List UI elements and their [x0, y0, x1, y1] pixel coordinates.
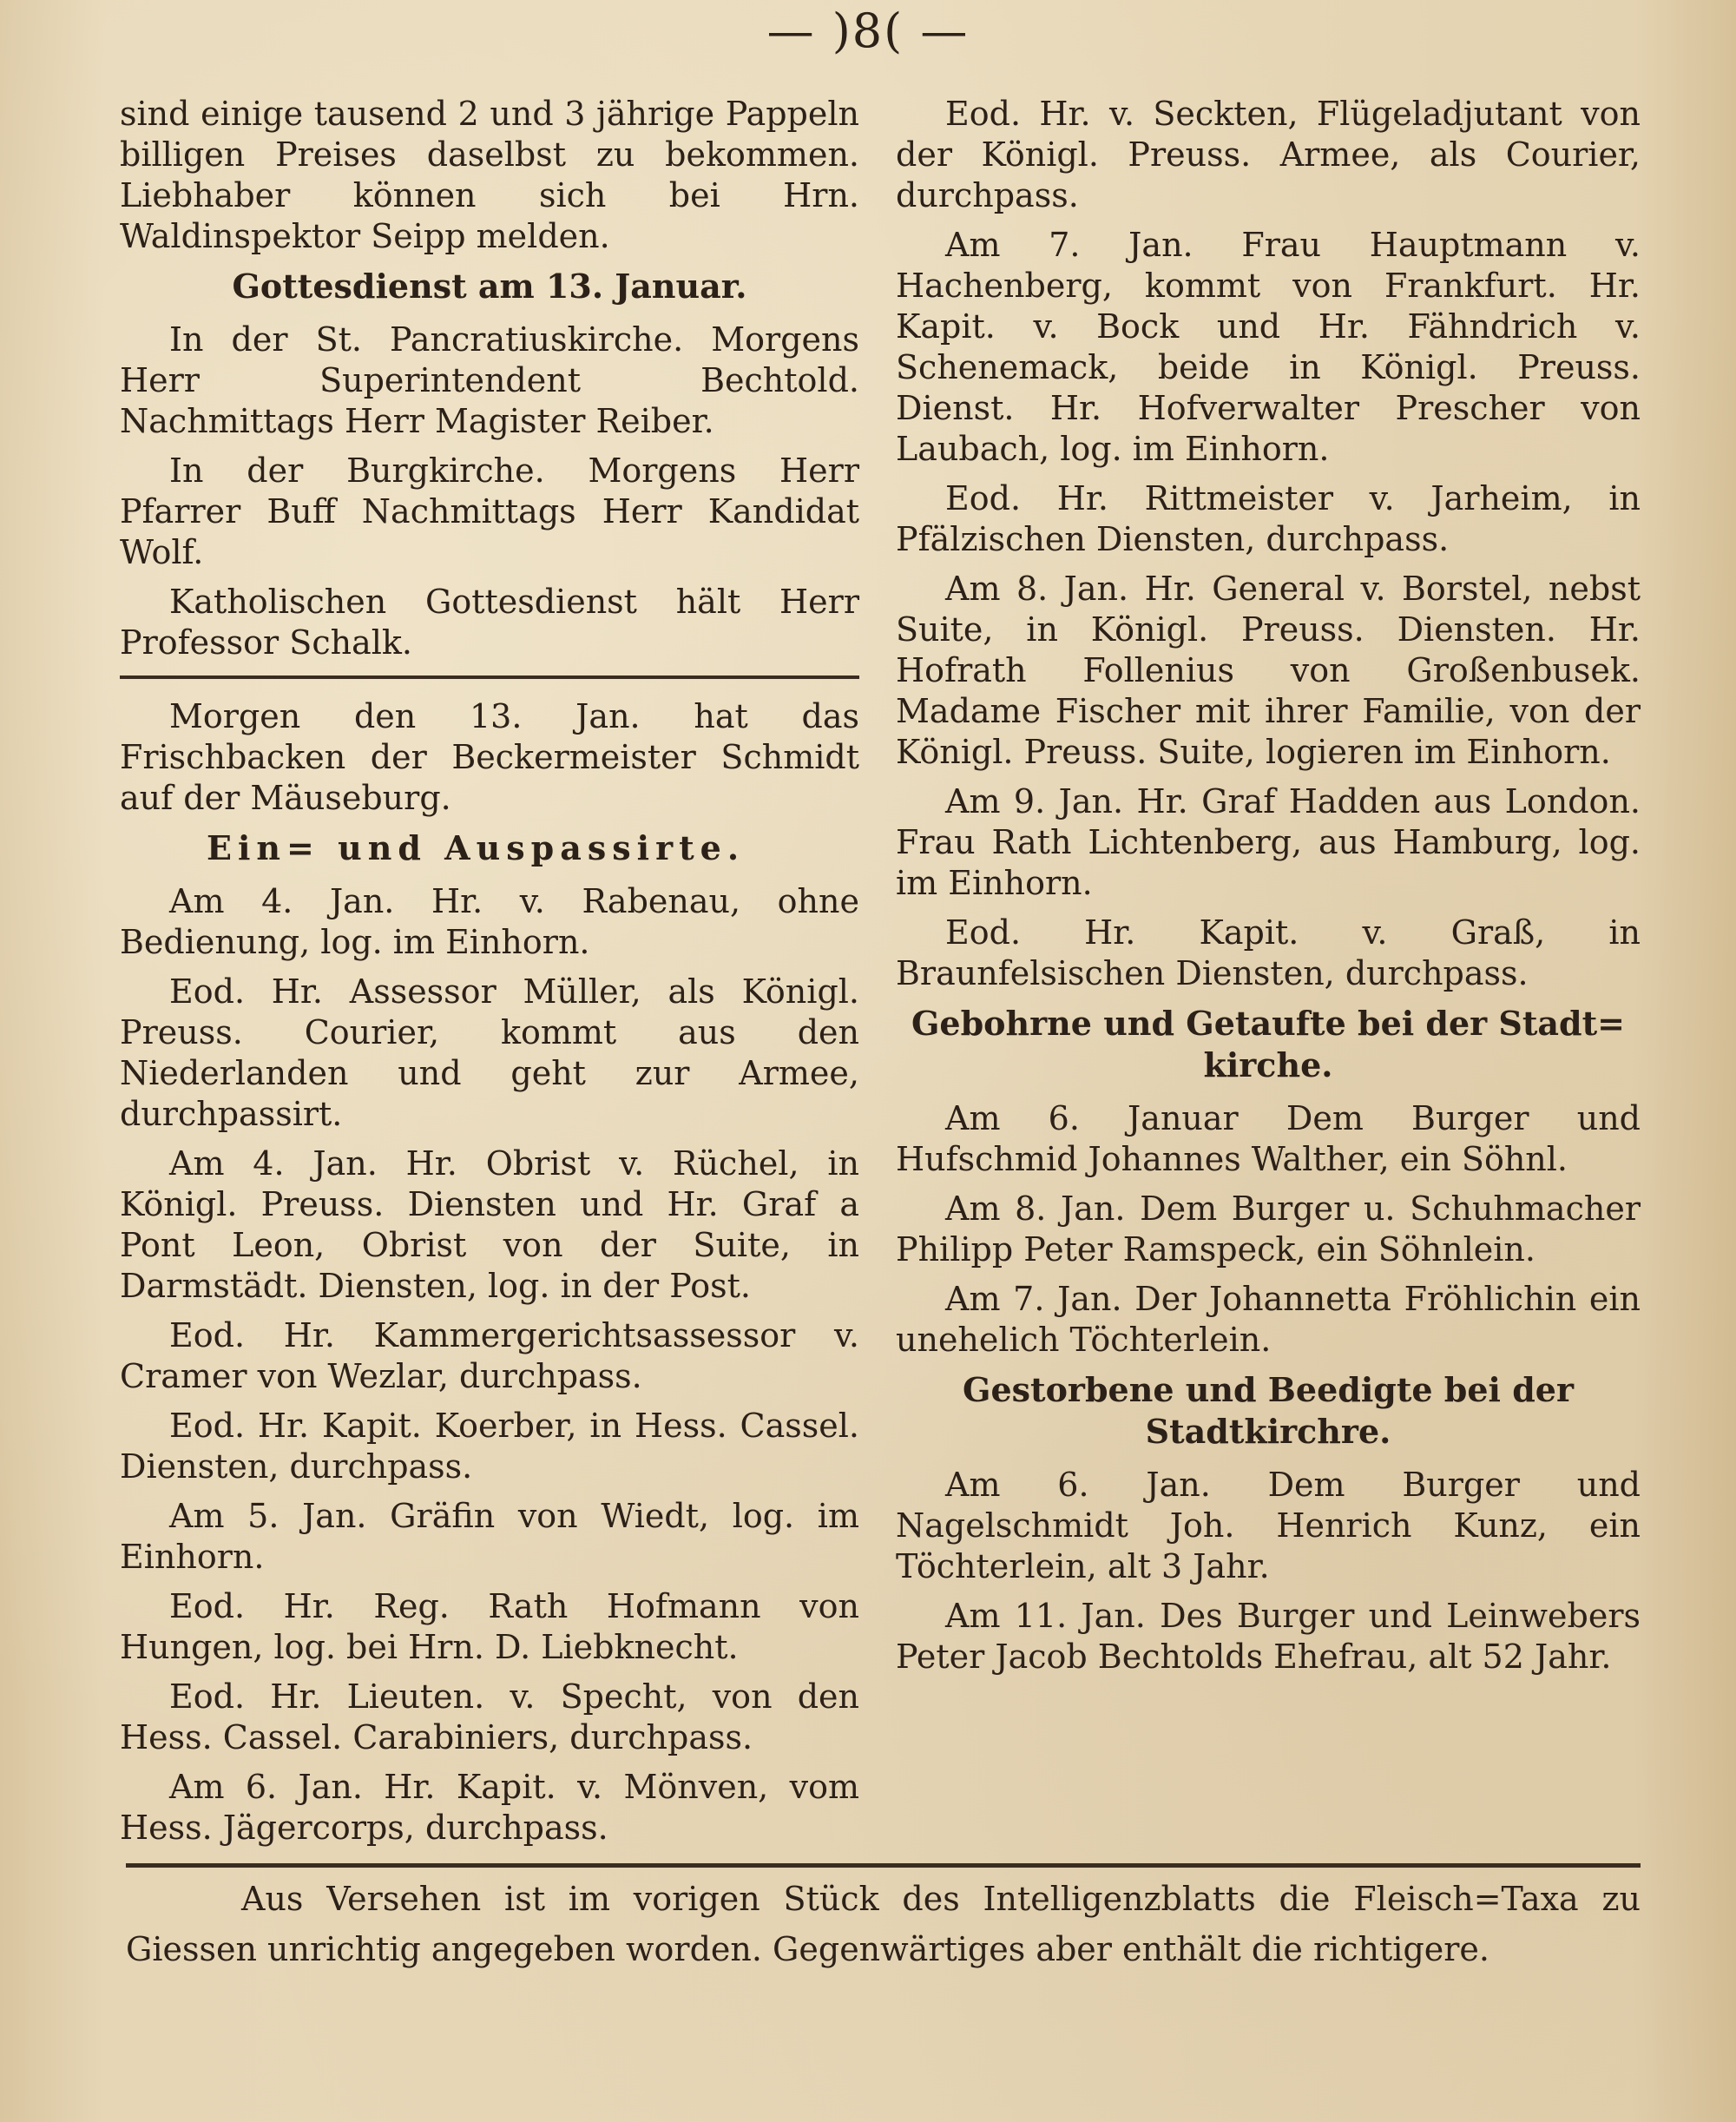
traveller-entry: Eod. Hr. Assessor Müller, als Königl. Preuss. Courier, kommt aus den Niederlanden und geht zur Armee, durchpassirt.: [120, 972, 859, 1133]
death-entry: Am 6. Jan. Dem Burger und Nagelschmidt Joh. Henrich Kunz, ein Töchterlein, alt 3 Jahr.: [896, 1466, 1641, 1585]
traveller-entry: Am 9. Jan. Hr. Graf Hadden aus London. Frau Rath Lichtenberg, aus Hamburg, log. im Einhorn.: [896, 782, 1641, 902]
page-number: — )8( —: [766, 3, 970, 58]
traveller-entry: Eod. Hr. Reg. Rath Hofmann von Hungen, log. bei Hrn. D. Liebknecht.: [120, 1587, 859, 1666]
traveller-entry: Eod. Hr. Kammergerichtsassessor v. Cramer von Wezlar, durchpass.: [120, 1316, 859, 1395]
heading-deaths-line2: Stadtkirchre.: [1145, 1412, 1391, 1451]
death-entry: Am 11. Jan. Des Burger und Leinwebers Peter Jacob Bechtolds Ehefrau, alt 52 Jahr.: [896, 1597, 1641, 1676]
worship-pancratius: In der St. Pancratiuskirche. Morgens Herr Superintendent Bechtold. Nachmittags Herr Magister Reiber.: [120, 320, 859, 440]
worship-burgkirche: In der Burgkirche. Morgens Herr Pfarrer Buff Nachmittags Herr Kandidat Wolf.: [120, 451, 859, 571]
heading-deaths-line1: Gestorbene und Beedigte bei der: [963, 1370, 1574, 1409]
birth-entry: Am 8. Jan. Dem Burger u. Schuhmacher Philipp Peter Ramspeck, ein Söhnlein.: [896, 1190, 1641, 1269]
right-column: [896, 94, 1641, 1686]
traveller-entry: Eod. Hr. Kapit. v. Graß, in Braunfelsischen Diensten, durchpass.: [896, 913, 1641, 992]
traveller-entry: Eod. Hr. Rittmeister v. Jarheim, in Pfälzischen Diensten, durchpass.: [896, 479, 1641, 558]
footer-correction-notice: Aus Versehen ist im vorigen Stück des Intelligenzblatts die Fleisch=Taxa zu Giessen unrichtig angegeben worden. Gegenwärtiges aber enthält die richtigere.: [126, 1880, 1641, 1968]
footer-divider: [126, 1863, 1641, 1868]
traveller-entry: Am 5. Jan. Gräfin von Wiedt, log. im Einhorn.: [120, 1497, 859, 1576]
notice-poplars: sind einige tausend 2 und 3 jährige Pappeln billigen Preises daselbst zu bekommen. Liebhaber können sich bei Hrn. Waldinspektor Seipp melden.: [120, 95, 859, 255]
worship-catholic: Katholischen Gottesdienst hält Herr Professor Schalk.: [120, 583, 859, 662]
left-column: [120, 94, 859, 1857]
notice-baking: Morgen den 13. Jan. hat das Frischbacken der Beckermeister Schmidt auf der Mäuseburg.: [120, 697, 859, 817]
traveller-entry: Am 4. Jan. Hr. Obrist v. Rüchel, in Königl. Preuss. Diensten und Hr. Graf a Pont Leon, Obrist von der Suite, in Darmstädt. Diensten, log. in der Post.: [120, 1144, 859, 1305]
traveller-entry: Am 6. Jan. Hr. Kapit. v. Mönven, vom Hess. Jägercorps, durchpass.: [120, 1768, 859, 1847]
heading-births: [896, 1003, 1641, 1086]
birth-entry: Am 6. Januar Dem Burger und Hufschmid Johannes Walther, ein Söhnl.: [896, 1099, 1641, 1178]
section-divider: [120, 675, 859, 679]
heading-births-line1: Gebohrne und Getaufte bei der Stadt=: [911, 1004, 1625, 1043]
traveller-entry: Eod. Hr. Kapit. Koerber, in Hess. Cassel. Diensten, durchpass.: [120, 1407, 859, 1486]
traveller-entry: Am 7. Jan. Frau Hauptmann v. Hachenberg, kommt von Frankfurt. Hr. Kapit. v. Bock und Hr. Fähndrich v. Schenemack, beide in Königl. Preuss. Dienst. Hr. Hofverwalter Prescher von Laubach, log. im Einhorn.: [896, 226, 1641, 468]
heading-deaths: [896, 1369, 1641, 1453]
traveller-entry: Eod. Hr. v. Seckten, Flügeladjutant von der Königl. Preuss. Armee, als Courier, durchpass.: [896, 95, 1641, 214]
traveller-entry: Am 8. Jan. Hr. General v. Borstel, nebst Suite, in Königl. Preuss. Diensten. Hr. Hofrath Follenius von Großenbusek. Madame Fischer mit ihrer Familie, von der Königl. Preuss. Suite, logieren im Einhorn.: [896, 570, 1641, 771]
traveller-entry: Eod. Hr. Lieuten. v. Specht, von den Hess. Cassel. Carabiniers, durchpass.: [120, 1677, 859, 1756]
birth-entry: Am 7. Jan. Der Johannetta Fröhlichin ein unehelich Töchterlein.: [896, 1280, 1641, 1359]
traveller-entry: Am 4. Jan. Hr. v. Rabenau, ohne Bedienung, log. im Einhorn.: [120, 882, 859, 961]
heading-births-line2: kirche.: [1203, 1045, 1333, 1084]
heading-worship: Gottesdienst am 13. Januar.: [232, 267, 747, 306]
heading-travellers: Ein= und Auspassirte.: [207, 828, 746, 867]
